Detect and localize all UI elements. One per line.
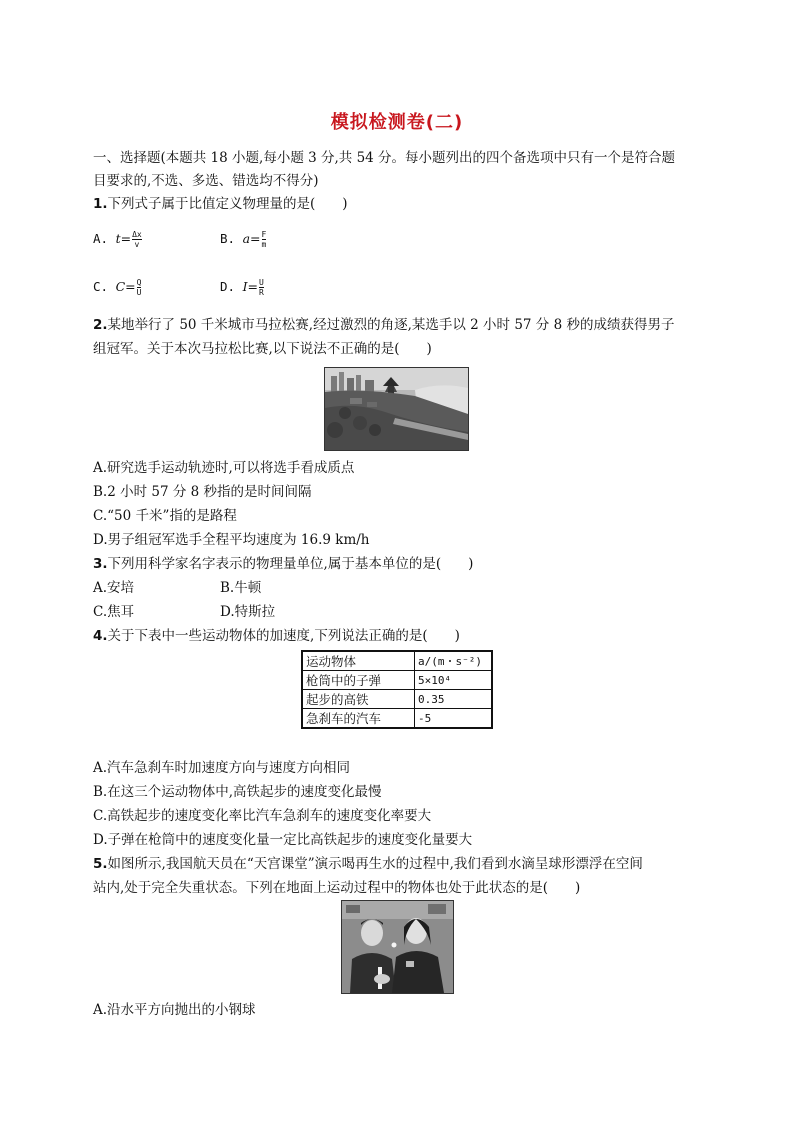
option-1c — [93, 278, 141, 297]
question-5-line1 — [93, 854, 643, 874]
table-cell: 急刹车的汽车 — [302, 709, 415, 729]
fraction-denominator: R — [259, 288, 264, 297]
section-instructions-line2: 目要求的,不选、多选、错选均不得分) — [93, 173, 319, 189]
option-1d — [220, 278, 264, 297]
fraction-denominator: m — [261, 240, 267, 249]
table-cell: 5×10⁴ — [415, 671, 493, 690]
option-2a: A.研究选手运动轨迹时,可以将选手看成质点 — [93, 460, 355, 476]
fraction-numerator: Δx — [132, 230, 142, 239]
table-row — [302, 709, 492, 729]
question-number: 2. — [93, 317, 108, 333]
option-3d: D.特斯拉 — [220, 604, 276, 620]
question-number: 1. — [93, 196, 108, 212]
option-2c: C.“50 千米”指的是路程 — [93, 508, 237, 524]
acceleration-table — [301, 650, 493, 729]
fraction-numerator: F — [261, 230, 267, 239]
question-4 — [93, 626, 460, 646]
question-5-line2: 站内,处于完全失重状态。下列在地面上运动过程中的物体也处于此状态的是( ) — [93, 880, 581, 896]
table-cell: 0.35 — [415, 690, 493, 709]
question-2-line2: 组冠军。关于本次马拉松比赛,以下说法不正确的是( ) — [93, 341, 432, 357]
table-row — [302, 690, 492, 709]
option-1a — [93, 230, 142, 249]
option-2b: B.2 小时 57 分 8 秒指的是时间间隔 — [93, 484, 312, 500]
question-text: 下列用科学家名字表示的物理量单位,属于基本单位的是( ) — [107, 556, 474, 572]
option-3a: A.安培 — [93, 580, 135, 596]
option-label: D. — [220, 279, 236, 294]
table-header: 运动物体 — [302, 651, 415, 671]
question-1 — [93, 194, 348, 214]
question-text: 如图所示,我国航天员在“天宫课堂”演示喝再生水的过程中,我们看到水滴呈球形漂浮在空间 — [107, 856, 643, 872]
fraction — [132, 230, 142, 249]
fraction — [137, 278, 142, 297]
option-4b: B.在这三个运动物体中,高铁起步的速度变化最慢 — [93, 784, 382, 800]
option-label: A. — [93, 231, 109, 246]
option-3c: C.焦耳 — [93, 604, 135, 620]
photo-illustration — [342, 901, 453, 993]
question-number: 4. — [93, 628, 108, 644]
formula-lhs: C= — [115, 279, 136, 294]
option-4d: D.子弹在枪筒中的速度变化量一定比高铁起步的速度变化量要大 — [93, 832, 473, 848]
astronauts-photo — [341, 900, 454, 994]
question-text: 关于下表中一些运动物体的加速度,下列说法正确的是( ) — [107, 628, 460, 644]
option-2d: D.男子组冠军选手全程平均速度为 16.9 km/h — [93, 532, 370, 548]
page-title: 模拟检测卷(二) — [330, 112, 464, 133]
option-label: B. — [220, 231, 236, 246]
table-header: a/(m・s⁻²) — [415, 651, 493, 671]
formula-lhs: I= — [242, 279, 259, 294]
fraction-numerator: Q — [136, 278, 142, 287]
question-number: 5. — [93, 856, 108, 872]
fraction-denominator: v — [132, 239, 142, 249]
formula-lhs: a= — [242, 231, 261, 246]
question-text: 下列式子属于比值定义物理量的是( ) — [107, 196, 348, 212]
fraction-denominator: U — [136, 288, 142, 297]
option-4a: A.汽车急刹车时加速度方向与速度方向相同 — [93, 760, 351, 776]
option-1b — [220, 230, 266, 249]
option-5a: A.沿水平方向抛出的小钢球 — [93, 1002, 256, 1018]
question-number: 3. — [93, 556, 108, 572]
table-row — [302, 671, 492, 690]
city-river-photo — [324, 367, 469, 451]
table-cell: 起步的高铁 — [302, 690, 415, 709]
fraction — [259, 278, 264, 297]
fraction-numerator: U — [259, 278, 264, 287]
table-cell: -5 — [415, 709, 493, 729]
question-2-line1 — [93, 315, 674, 335]
section-instructions-line1: 一、选择题(本题共 18 小题,每小题 3 分,共 54 分。每小题列出的四个备选项中只有一个是符合题 — [93, 150, 676, 166]
fraction — [262, 230, 267, 249]
option-3b: B.牛顿 — [220, 580, 262, 596]
option-label: C. — [93, 279, 109, 294]
table-cell: 枪筒中的子弹 — [302, 671, 415, 690]
option-4c: C.高铁起步的速度变化率比汽车急刹车的速度变化率要大 — [93, 808, 432, 824]
question-3 — [93, 554, 473, 574]
photo-illustration — [325, 368, 468, 450]
question-text: 某地举行了 50 千米城市马拉松赛,经过激烈的角逐,某选手以 2 小时 57 分 8 秒的成绩获得男子 — [107, 317, 675, 333]
table-header-row — [302, 651, 492, 671]
formula-lhs: t= — [115, 231, 132, 246]
